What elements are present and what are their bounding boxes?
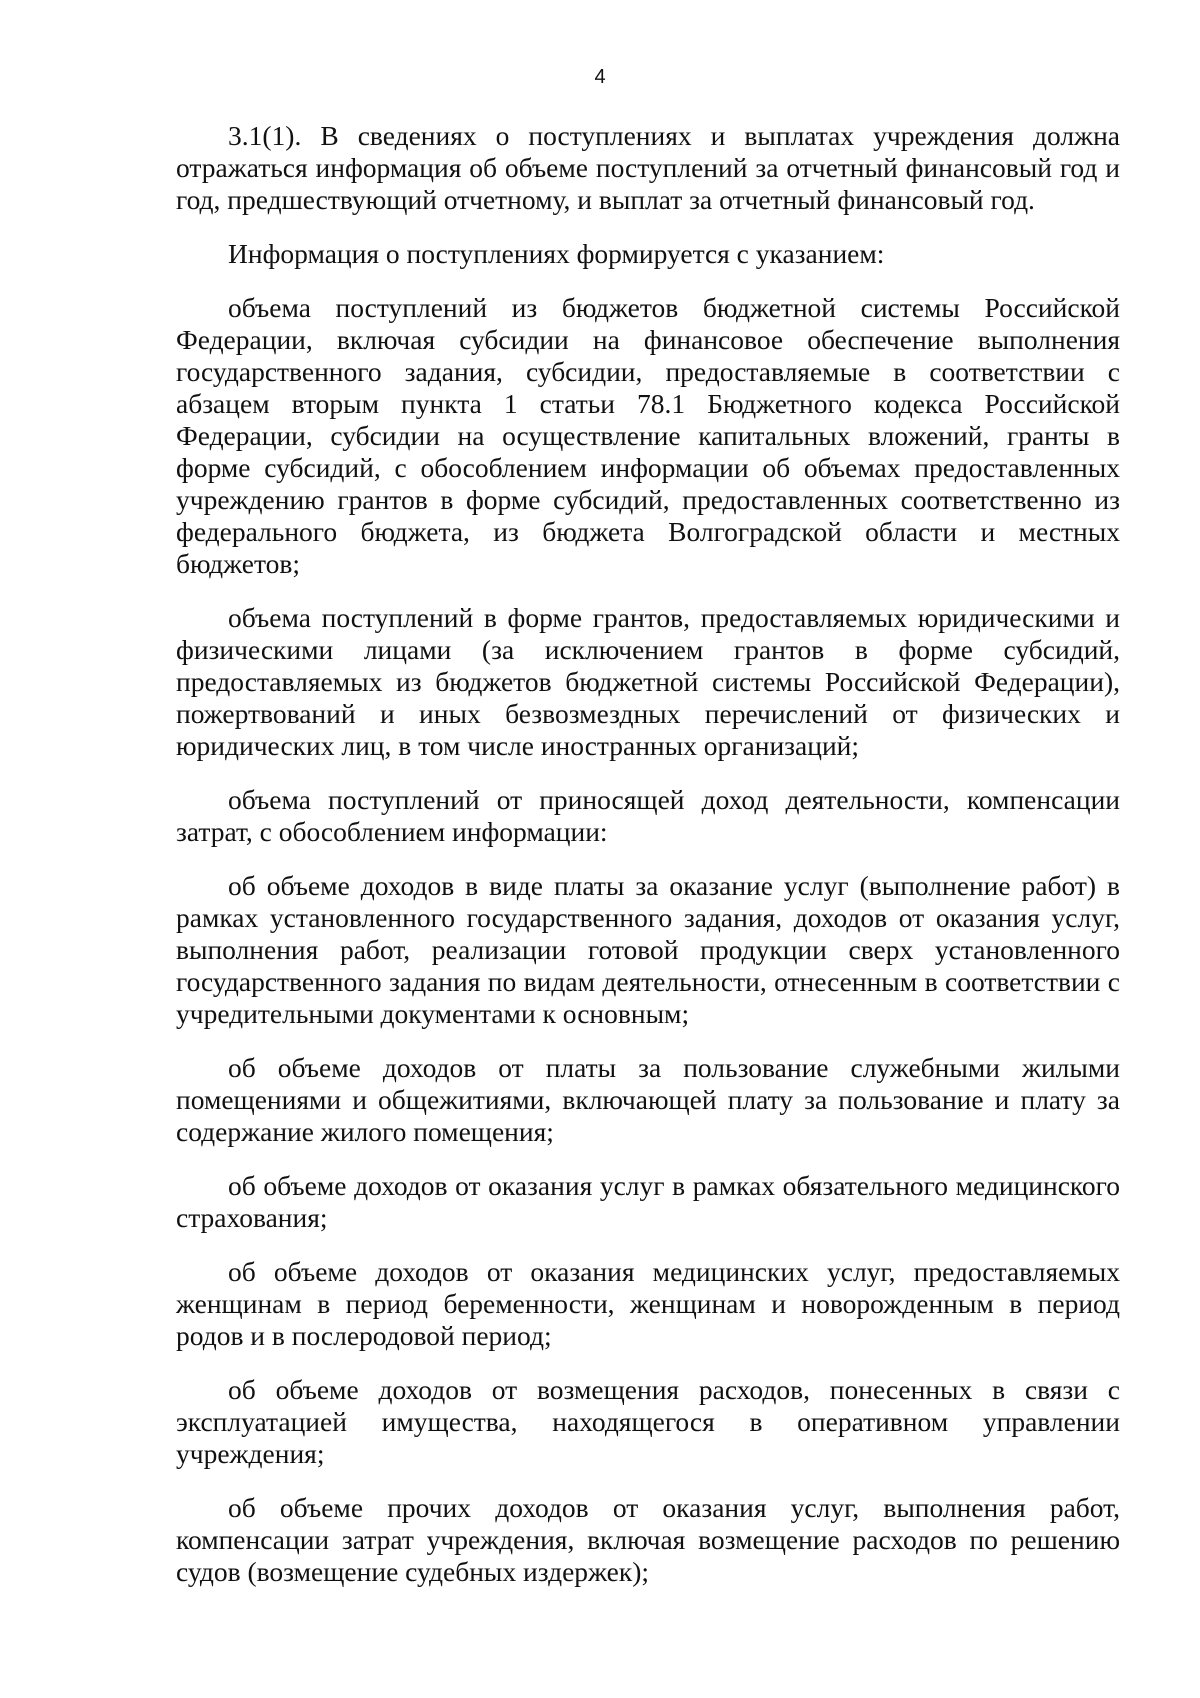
document-body xyxy=(176,120,1120,1610)
paragraph-service-fees: об объеме доходов в виде платы за оказание услуг (выполнение работ) в рамках установленного государственного задания, доходов от оказания услуг, выполнения работ, реализации готовой продукции сверх установленного государственного задания по видам деятельности, отнесенным в соответствии с учредительными документами к основным; xyxy=(176,870,1120,1029)
paragraph-grants-income: объема поступлений в форме грантов, предоставляемых юридическими и физическими лицами (за исключением грантов в форме субсидий, предоставляемых из бюджетов бюджетной системы Российской Федерации), пожертвований и иных безвозмездных перечислений от физических и юридических лиц, в том числе иностранных организаций; xyxy=(176,602,1120,761)
paragraph-medical-insurance: об объеме доходов от оказания услуг в рамках обязательного медицинского страхования; xyxy=(176,1170,1120,1233)
paragraph-other-income: об объеме прочих доходов от оказания услуг, выполнения работ, компенсации затрат учреждения, включая возмещение расходов по решению судов (возмещение судебных издержек); xyxy=(176,1492,1120,1587)
paragraph-business-income: объема поступлений от приносящей доход деятельности, компенсации затрат, с обособлением информации: xyxy=(176,784,1120,847)
paragraph-budget-income: объема поступлений из бюджетов бюджетной системы Российской Федерации, включая субсидии на финансовое обеспечение выполнения государственного задания, субсидии, предоставляемые в соответствии с абзацем вторым пункта 1 статьи 78.1 Бюджетного кодекса Российской Федерации, субсидии на осуществление капитальных вложений, гранты в форме субсидий, с обособлением информации об объемах предоставленных учреждению грантов в форме субсидий, предоставленных соответственно из федерального бюджета, из бюджета Волгоградской области и местных бюджетов; xyxy=(176,292,1120,579)
paragraph-housing-fees: об объеме доходов от платы за пользование служебными жилыми помещениями и общежитиями, включающей плату за пользование и плату за содержание жилого помещения; xyxy=(176,1052,1120,1147)
paragraph-property-expenses: об объеме доходов от возмещения расходов, понесенных в связи с эксплуатацией имущества, находящегося в оперативном управлении учреждения; xyxy=(176,1374,1120,1469)
paragraph-maternity-services: об объеме доходов от оказания медицинских услуг, предоставляемых женщинам в период беременности, женщинам и новорожденным в период родов и в послеродовой период; xyxy=(176,1256,1120,1351)
paragraph-income-info-intro: Информация о поступлениях формируется с указанием: xyxy=(228,238,885,269)
page-number: 4 xyxy=(594,66,606,88)
paragraph-3-1-1: 3.1(1). В сведениях о поступлениях и выплатах учреждения должна отражаться информация об объеме поступлений за отчетный финансовый год и год, предшествующий отчетному, и выплат за отчетный финансовый год. xyxy=(176,120,1120,215)
